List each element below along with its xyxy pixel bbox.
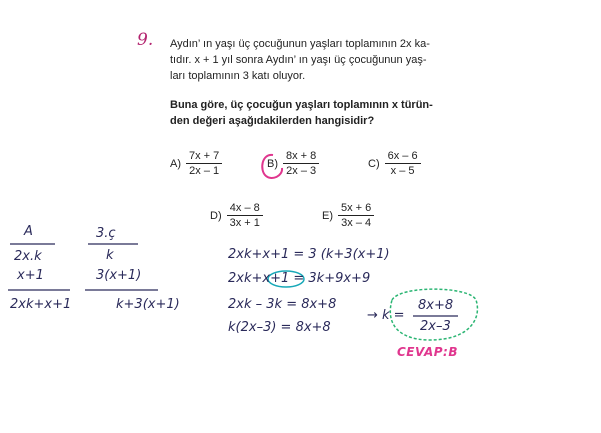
result-numerator: 8x+8 bbox=[418, 298, 454, 313]
prompt-line-2: den değeri aşağıdakilerden hangisidir? bbox=[170, 115, 375, 127]
prompt-line-1: Buna göre, üç çocuğun yaşları toplamının x türün- bbox=[170, 99, 433, 111]
choice-b-numerator: 8x + 8 bbox=[283, 150, 319, 164]
table-col1-row2: x+1 bbox=[17, 268, 44, 283]
question-number: 9. bbox=[137, 30, 154, 50]
answer-circle-mark bbox=[262, 155, 282, 178]
problem-line-2: tıdır. x + 1 yıl sonra Aydın’ ın yaşı üç çocuğunun yaş- bbox=[170, 54, 427, 66]
problem-line-1: Aydın’ ın yaşı üç çocuğunun yaşları toplamının 2x ka- bbox=[170, 38, 430, 50]
table-col2-row2: 3(x+1) bbox=[96, 268, 142, 283]
work-line-1: 2xk+x+1 = 3 (k+3(x+1) bbox=[228, 247, 390, 262]
choice-b-denominator: 2x – 3 bbox=[286, 165, 317, 177]
table-col1-sum: 2xk+x+1 bbox=[10, 297, 72, 312]
work-line-2: 2xk+x+1 = 3k+9x+9 bbox=[228, 271, 371, 286]
choice-a-denominator: 2x – 1 bbox=[189, 165, 220, 177]
choice-e-label: E) bbox=[322, 209, 333, 222]
work-line-4: k(2x–3) = 8x+8 bbox=[228, 320, 331, 335]
table-col2-header: 3.ç bbox=[96, 226, 116, 241]
choice-c-denominator: x – 5 bbox=[390, 165, 415, 177]
choice-b-label: B) bbox=[267, 157, 278, 170]
work-arrow-k: → k = bbox=[367, 308, 405, 323]
choice-a-numerator: 7x + 7 bbox=[186, 150, 222, 164]
choice-d-label: D) bbox=[210, 209, 222, 222]
problem-line-3: ları toplamının 3 katı oluyor. bbox=[170, 70, 306, 82]
table-col2-row1: k bbox=[106, 248, 114, 263]
choice-e-denominator: 3x – 4 bbox=[341, 217, 372, 229]
choice-e-numerator: 5x + 6 bbox=[338, 202, 374, 216]
result-denominator: 2x–3 bbox=[420, 319, 451, 334]
table-col2-sum: k+3(x+1) bbox=[116, 297, 180, 312]
choice-c-numerator: 6x – 6 bbox=[385, 150, 421, 164]
table-col1-row1: 2x.k bbox=[14, 249, 42, 264]
choice-a-label: A) bbox=[170, 157, 181, 170]
choice-c-label: C) bbox=[368, 157, 380, 170]
answer-note: CEVAP:B bbox=[397, 345, 459, 359]
choice-d-numerator: 4x – 8 bbox=[227, 202, 263, 216]
choice-d-denominator: 3x + 1 bbox=[229, 217, 260, 229]
table-col1-header: A bbox=[24, 224, 33, 239]
work-line-3: 2xk – 3k = 8x+8 bbox=[228, 297, 337, 312]
